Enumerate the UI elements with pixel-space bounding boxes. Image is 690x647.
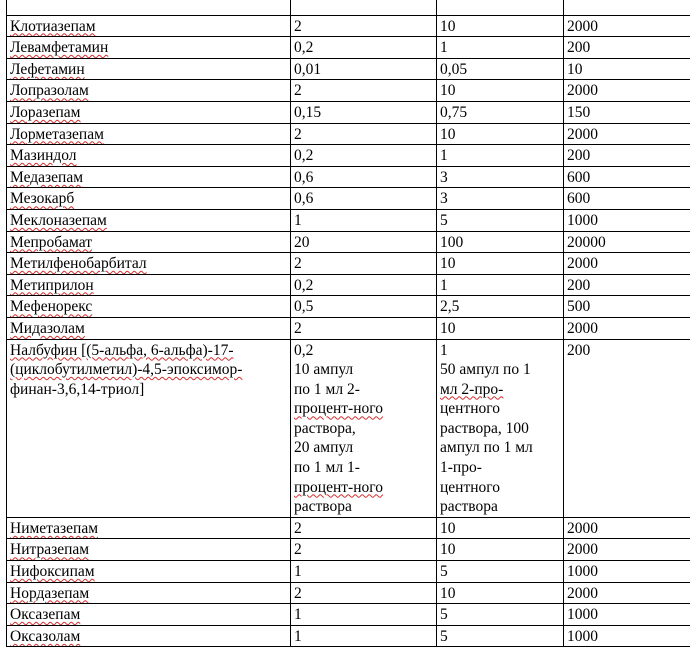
- quantity-cell: 2,5: [437, 296, 564, 318]
- quantity-cell: 200: [564, 37, 690, 59]
- quantity-line: 1-про-: [440, 458, 560, 478]
- drug-name-cell: [7, 166, 291, 188]
- table-row: [7, 582, 690, 604]
- quantity-cell: 10: [564, 58, 690, 80]
- quantity-cell: 1: [291, 604, 437, 626]
- quantity-cell: 2000: [564, 123, 690, 145]
- drug-name-cell: [7, 209, 291, 231]
- quantity-cell: [437, 339, 564, 517]
- quantity-cell: 20: [291, 231, 437, 253]
- quantity-line: раствора: [440, 497, 560, 517]
- quantity-line: раствора: [294, 497, 433, 517]
- drug-name: Мепробамат: [10, 234, 92, 251]
- quantity-cell: 1000: [564, 561, 690, 583]
- table-row-nalbuphine: [7, 339, 690, 517]
- quantity-cell: 0,2: [291, 274, 437, 296]
- quantity-cell: 0,5: [291, 296, 437, 318]
- quantity-cell: 2000: [564, 80, 690, 102]
- drug-name-cell: [7, 517, 291, 539]
- quantity-cell: 10: [437, 517, 564, 539]
- quantity-cell: 10: [437, 253, 564, 275]
- quantity-cell: 2: [291, 317, 437, 339]
- drug-name-line: Налбуфин [(5-альфа, 6-альфа)-17-: [10, 341, 287, 361]
- table-row: [7, 209, 690, 231]
- quantity-cell: 10: [437, 539, 564, 561]
- quantity-cell: 2: [291, 15, 437, 37]
- drug-name-cell: [7, 80, 291, 102]
- drug-name: Нитразепам: [10, 541, 89, 558]
- quantity-cell: 20000: [564, 231, 690, 253]
- drug-name-cell: [7, 15, 291, 37]
- drug-name-cell: [7, 317, 291, 339]
- drug-name: Метилфенобарбитал: [10, 255, 147, 272]
- table-row: [7, 517, 690, 539]
- drug-name-line: (циклобутилметил)-4,5-эпоксимор-: [10, 360, 287, 380]
- quantity-cell: 1000: [564, 209, 690, 231]
- quantity-cell: 100: [437, 231, 564, 253]
- quantity-cell: 2: [291, 123, 437, 145]
- quantity-line: 10 ампул: [294, 360, 433, 380]
- quantity-cell: 0,05: [437, 58, 564, 80]
- quantity-line: центного: [440, 399, 560, 419]
- drug-name-cell: [7, 37, 291, 59]
- quantity-cell: 5: [437, 209, 564, 231]
- quantity-line: ампул по 1 мл: [440, 438, 560, 458]
- drug-name-cell: [7, 561, 291, 583]
- quantity-cell: 2: [291, 539, 437, 561]
- quantity-cell: 0,75: [437, 101, 564, 123]
- quantity-cell: 5: [437, 625, 564, 647]
- drug-name: Клотиазепам: [10, 18, 96, 35]
- drug-name: Оксазепам: [10, 606, 80, 623]
- drug-name: Мазиндол: [10, 147, 77, 164]
- quantity-line: мл 2-про-: [440, 380, 560, 400]
- drug-name-line: финан-3,6,14-триол]: [10, 380, 287, 400]
- quantity-cell: 1: [291, 625, 437, 647]
- drug-name: Мидазолам: [10, 320, 85, 337]
- quantity-cell: 2: [291, 517, 437, 539]
- drug-name-cell: [7, 625, 291, 647]
- drug-name-cell: [7, 274, 291, 296]
- drug-name-cell: [7, 123, 291, 145]
- quantity-cell: 5: [437, 561, 564, 583]
- drug-name: Лефетамин: [10, 61, 85, 78]
- table-row: [7, 58, 690, 80]
- quantity-line: раствора,: [294, 419, 433, 439]
- drug-name-cell: [7, 604, 291, 626]
- drug-name: Нифоксипам: [10, 563, 95, 580]
- drug-name-cell: [7, 296, 291, 318]
- table-row: [7, 80, 690, 102]
- drug-name: Ниметазепам: [10, 520, 98, 537]
- quantity-line: раствора, 100: [440, 419, 560, 439]
- quantity-cell: 1: [437, 145, 564, 167]
- table-row: [7, 625, 690, 647]
- drug-name-cell: [7, 231, 291, 253]
- quantity-line: по 1 мл 2-: [294, 380, 433, 400]
- quantity-cell: 10: [437, 123, 564, 145]
- table-row-spacer: [7, 0, 690, 15]
- quantity-line: 0,2: [294, 341, 433, 361]
- drug-quantity-table: [6, 0, 690, 647]
- table-row: [7, 101, 690, 123]
- table-row: [7, 188, 690, 210]
- table-row: [7, 561, 690, 583]
- drug-name: Метиприлон: [10, 277, 94, 294]
- quantity-cell: 200: [564, 145, 690, 167]
- quantity-cell: 2000: [564, 517, 690, 539]
- drug-name: Нордазепам: [10, 585, 89, 602]
- drug-name: Лопразолам: [10, 82, 89, 99]
- quantity-cell: 0,01: [291, 58, 437, 80]
- quantity-cell: 200: [564, 274, 690, 296]
- drug-name-cell: [7, 188, 291, 210]
- quantity-cell: 0,6: [291, 166, 437, 188]
- drug-name: Левамфетамин: [10, 39, 108, 56]
- quantity-cell: 2000: [564, 253, 690, 275]
- quantity-cell: 2: [291, 80, 437, 102]
- table-row: [7, 166, 690, 188]
- drug-name-cell: [7, 253, 291, 275]
- quantity-cell: 10: [437, 317, 564, 339]
- drug-name-cell: [7, 58, 291, 80]
- quantity-line: 20 ампул: [294, 438, 433, 458]
- quantity-line: по 1 мл 1-: [294, 458, 433, 478]
- drug-name-cell: [7, 101, 291, 123]
- quantity-cell: 1000: [564, 604, 690, 626]
- quantity-cell: 0,2: [291, 145, 437, 167]
- quantity-cell: 600: [564, 188, 690, 210]
- table-row: [7, 253, 690, 275]
- quantity-cell: 2000: [564, 582, 690, 604]
- quantity-cell: 1: [437, 37, 564, 59]
- quantity-cell: 10: [437, 80, 564, 102]
- quantity-cell: 10: [437, 15, 564, 37]
- drug-name: Лоразепам: [10, 104, 81, 121]
- drug-name: Мeклоназепам: [10, 212, 107, 229]
- table-row: [7, 296, 690, 318]
- quantity-line: 50 ампул по 1: [440, 360, 560, 380]
- quantity-cell: 2000: [564, 317, 690, 339]
- quantity-cell: 1: [291, 561, 437, 583]
- quantity-cell: [291, 339, 437, 517]
- quantity-cell: 200: [564, 339, 690, 517]
- drug-name-cell: [7, 339, 291, 517]
- quantity-cell: 0,2: [291, 37, 437, 59]
- table-row: [7, 145, 690, 167]
- drug-name-cell: [7, 582, 291, 604]
- quantity-cell: 150: [564, 101, 690, 123]
- quantity-cell: 1: [291, 209, 437, 231]
- drug-name: Мезокарб: [10, 190, 74, 207]
- quantity-cell: 1000: [564, 625, 690, 647]
- table-row: [7, 274, 690, 296]
- quantity-cell: 3: [437, 166, 564, 188]
- quantity-cell: 0,6: [291, 188, 437, 210]
- drug-name: Мефенорекс: [10, 298, 92, 315]
- drug-name-cell: [7, 145, 291, 167]
- quantity-cell: 500: [564, 296, 690, 318]
- table-row: [7, 317, 690, 339]
- quantity-cell: 10: [437, 582, 564, 604]
- quantity-cell: 5: [437, 604, 564, 626]
- quantity-cell: 2000: [564, 539, 690, 561]
- quantity-cell: 2000: [564, 15, 690, 37]
- quantity-cell: 1: [437, 274, 564, 296]
- quantity-cell: 3: [437, 188, 564, 210]
- table-row: [7, 37, 690, 59]
- quantity-cell: 2: [291, 582, 437, 604]
- quantity-line: 1: [440, 341, 560, 361]
- drug-name: Лорметазепам: [10, 126, 104, 143]
- quantity-line: центного: [440, 478, 560, 498]
- table-row: [7, 123, 690, 145]
- table-row: [7, 539, 690, 561]
- table-row: [7, 604, 690, 626]
- quantity-cell: 2: [291, 253, 437, 275]
- table-body: [7, 0, 690, 647]
- table-row: [7, 231, 690, 253]
- drug-name: Оксазолам: [10, 628, 80, 645]
- quantity-line: процент-ного: [294, 399, 433, 419]
- drug-name: Медазепам: [10, 169, 83, 186]
- quantity-cell: 600: [564, 166, 690, 188]
- table-row: [7, 15, 690, 37]
- quantity-cell: 0,15: [291, 101, 437, 123]
- quantity-line: процент-ного: [294, 478, 433, 498]
- drug-name-cell: [7, 539, 291, 561]
